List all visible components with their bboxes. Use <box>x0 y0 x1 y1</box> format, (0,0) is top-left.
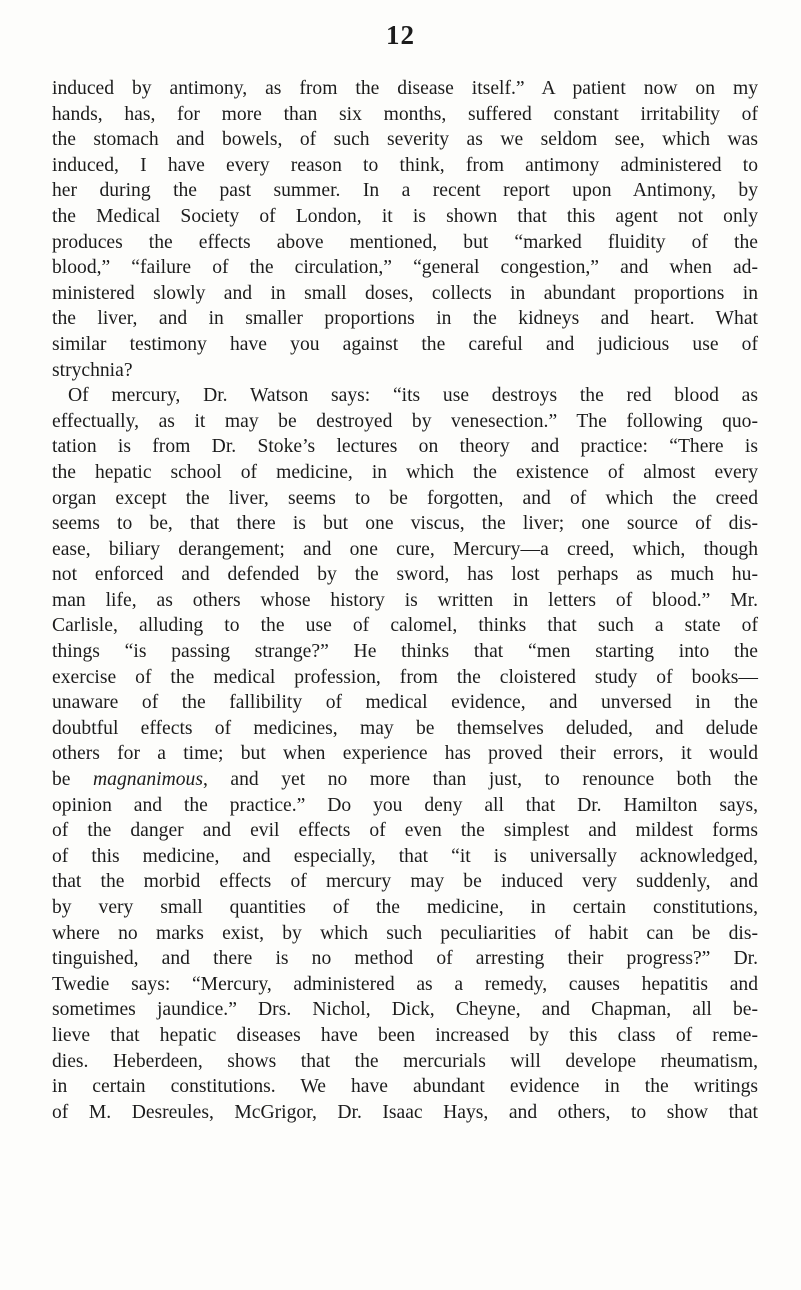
text-line: ease, biliary derangement; and one cure, Mercury—a creed, which, though <box>52 538 758 560</box>
text-line: exercise of the medical profession, from the cloistered study of books— <box>52 666 758 688</box>
text-line: Twedie says: “Mercury, administered as a remedy, causes hepatitis and <box>52 973 758 995</box>
body-text <box>52 76 758 1125</box>
text-line: sometimes jaundice.” Drs. Nichol, Dick, Cheyne, and Chapman, all be- <box>52 999 758 1021</box>
text-line: of M. Desreules, McGrigor, Dr. Isaac Hays, and others, to show that <box>52 1101 758 1123</box>
text-line: in certain constitutions. We have abundant evidence in the writings <box>52 1076 758 1098</box>
text-line: the Medical Society of London, it is shown that this agent not only <box>52 205 758 227</box>
italic-text-run: magnanimous <box>93 769 203 791</box>
text-line: dies. Heberdeen, shows that the mercurials will develope rheumatism, <box>52 1050 758 1072</box>
text-line: others for a time; but when experience has proved their errors, it would <box>52 743 758 765</box>
text-line: induced by antimony, as from the disease itself.” A patient now on my <box>52 78 758 99</box>
text-line: unaware of the fallibility of medical evidence, and unversed in the <box>52 692 758 714</box>
text-line: lieve that hepatic diseases have been increased by this class of reme- <box>52 1024 758 1046</box>
text-line: produces the effects above mentioned, but “marked fluidity of the <box>52 231 758 253</box>
page-number: 12 <box>386 20 415 50</box>
text-line: the hepatic school of medicine, in which the existence of almost every <box>52 461 758 483</box>
text-line <box>52 767 758 793</box>
text-line: ministered slowly and in small doses, collects in abundant proportions in <box>52 282 758 304</box>
text-line: of this medicine, and especially, that “it is universally acknowledged, <box>52 845 758 867</box>
text-line: seems to be, that there is but one viscus, the liver; one source of dis- <box>52 513 758 535</box>
text-line: man life, as others whose history is written in letters of blood.” Mr. <box>52 589 758 611</box>
text-line: of the danger and evil effects of even the simplest and mildest forms <box>52 820 758 842</box>
text-run: be <box>52 769 94 791</box>
text-line: her during the past summer. In a recent report upon Antimony, by <box>52 180 758 202</box>
text-line: tation is from Dr. Stoke’s lectures on theory and practice: “There is <box>52 436 758 458</box>
text-line: blood,” “failure of the circulation,” “general congestion,” and when ad- <box>52 257 758 279</box>
text-line: things “is passing strange?” He thinks that “men starting into the <box>52 641 758 663</box>
text-line: organ except the liver, seems to be forgotten, and of which the creed <box>52 487 758 509</box>
text-line: induced, I have every reason to think, from antimony administered to <box>52 154 758 176</box>
text-line: that the morbid effects of mercury may be induced very suddenly, and <box>52 871 758 893</box>
text-line: effectually, as it may be destroyed by venesection.” The following quo- <box>52 410 758 432</box>
text-line: Carlisle, alluding to the use of calomel, thinks that such a state of <box>52 615 758 637</box>
text-line: where no marks exist, by which such peculiarities of habit can be dis- <box>52 922 758 944</box>
text-line: the liver, and in smaller proportions in the kidneys and heart. What <box>52 308 758 330</box>
text-line: strychnia? <box>52 359 133 381</box>
text-line: opinion and the practice.” Do you deny all that Dr. Hamilton says, <box>52 794 758 816</box>
text-line: Of mercury, Dr. Watson says: “its use destroys the red blood as <box>68 385 758 407</box>
text-line: tinguished, and there is no method of arresting their progress?” Dr. <box>52 948 758 970</box>
text-run: , and yet no more than just, to renounce both the <box>202 769 758 791</box>
text-line: by very small quantities of the medicine, in certain constitutions, <box>52 897 758 918</box>
text-line: the stomach and bowels, of such severity as we seldom see, which was <box>52 129 758 151</box>
text-line: hands, has, for more than six months, suffered constant irritability of <box>52 103 758 125</box>
text-line: doubtful effects of medicines, may be themselves deluded, and delude <box>52 717 758 739</box>
text-line: similar testimony have you against the careful and judicious use of <box>52 333 758 355</box>
text-line: not enforced and defended by the sword, has lost perhaps as much hu- <box>52 564 758 586</box>
